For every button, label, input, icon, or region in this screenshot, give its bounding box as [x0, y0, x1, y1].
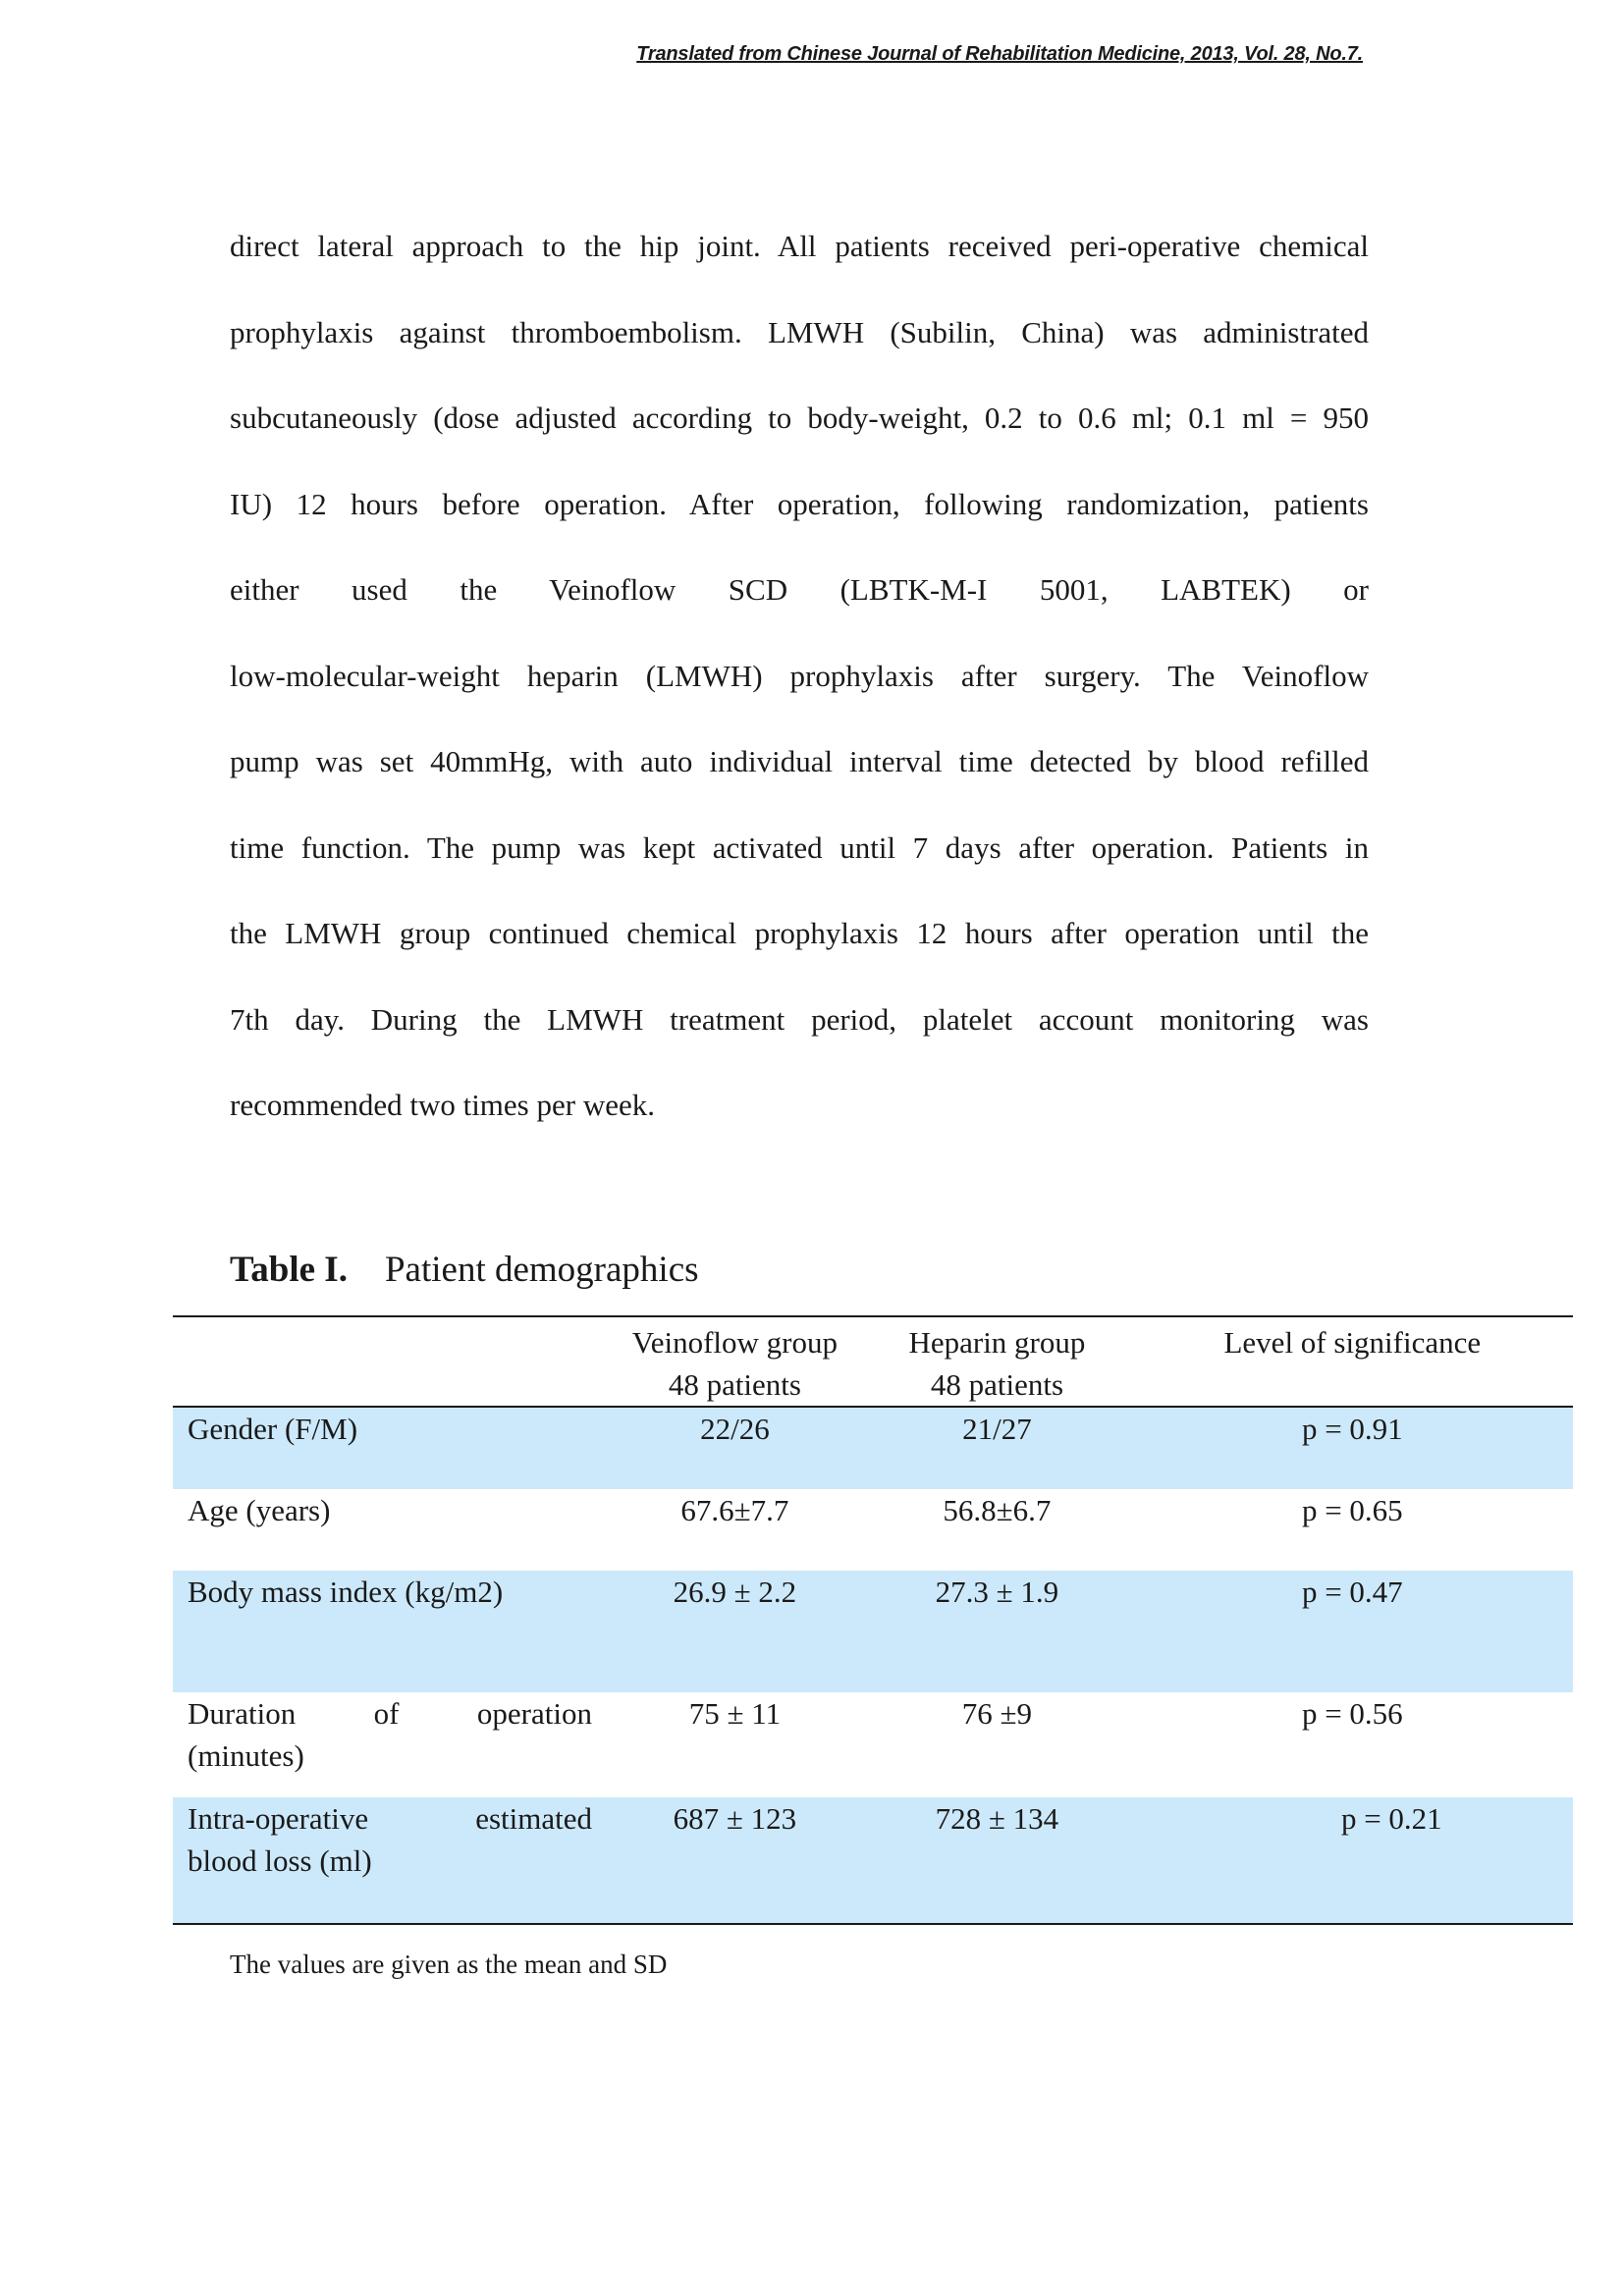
- table-caption: [230, 1249, 699, 1291]
- running-header: Translated from Chinese Journal of Rehabilitation Medicine, 2013, Vol. 28, No.7.: [636, 43, 1363, 65]
- veinoflow-value: 67.6±7.7: [680, 1493, 789, 1527]
- demographics-table: [173, 1315, 1573, 1925]
- veinoflow-value: 26.9 ± 2.2: [673, 1575, 797, 1609]
- body-line: pump was set 40mmHg, with auto individual interval time detected by blood refilled: [230, 744, 1369, 778]
- body-line: direct lateral approach to the hip joint. All patients received peri-operative chemical: [230, 229, 1369, 263]
- header-significance: Level of significance: [1223, 1325, 1482, 1360]
- body-line: low-molecular-weight heparin (LMWH) prophylaxis after surgery. The Veinoflow: [230, 658, 1369, 693]
- header-veinoflow-name: Veinoflow group: [631, 1325, 839, 1360]
- body-line: IU) 12 hours before operation. After operation, following randomization, patients: [230, 486, 1369, 521]
- header-heparin: [862, 1316, 1131, 1407]
- header-heparin-name: Heparin group: [908, 1325, 1086, 1360]
- p-value: p = 0.47: [1301, 1575, 1403, 1609]
- heparin-value: 56.8±6.7: [943, 1493, 1052, 1527]
- table-row: [173, 1571, 1573, 1692]
- row-label-line: Duration of operation: [188, 1696, 592, 1731]
- veinoflow-value: 75 ± 11: [688, 1696, 782, 1731]
- row-label: Gender (F/M): [188, 1412, 358, 1446]
- p-value: p = 0.56: [1301, 1696, 1403, 1731]
- body-line: time function. The pump was kept activated until 7 days after operation. Patients in: [230, 829, 1369, 865]
- heparin-value: 728 ± 134: [935, 1801, 1059, 1836]
- body-line: 7th day. During the LMWH treatment period, platelet account monitoring was: [230, 1001, 1369, 1037]
- header-veinoflow: [608, 1316, 863, 1407]
- p-value: p = 0.65: [1301, 1493, 1403, 1527]
- table-row: [173, 1407, 1573, 1489]
- table-row: [173, 1797, 1573, 1924]
- row-label: Body mass index (kg/m2): [188, 1575, 504, 1609]
- row-label: [173, 1797, 608, 1924]
- body-line: either used the Veinoflow SCD (LBTK-M-I 5001, LABTEK) or: [230, 572, 1369, 607]
- table-label: Table I.: [230, 1250, 348, 1290]
- table-header-row: [173, 1316, 1573, 1407]
- row-label-line: (minutes): [188, 1738, 304, 1773]
- table-title: Patient demographics: [384, 1250, 699, 1290]
- body-line: recommended two times per week.: [230, 1088, 655, 1122]
- table-row: [173, 1489, 1573, 1571]
- row-label: Age (years): [188, 1493, 331, 1527]
- p-value: p = 0.21: [1340, 1801, 1442, 1836]
- heparin-value: 27.3 ± 1.9: [935, 1575, 1059, 1609]
- row-label: [173, 1692, 608, 1797]
- veinoflow-value: 687 ± 123: [673, 1801, 797, 1836]
- body-line: subcutaneously (dose adjusted according to body-weight, 0.2 to 0.6 ml; 0.1 ml = 950: [230, 400, 1369, 435]
- body-paragraph: [230, 217, 1369, 1162]
- row-label-line: Intra-operative estimated: [188, 1801, 592, 1836]
- body-line: the LMWH group continued chemical prophylaxis 12 hours after operation until the: [230, 916, 1369, 950]
- table-footnote: The values are given as the mean and SD: [230, 1949, 668, 1979]
- veinoflow-value: 22/26: [700, 1412, 770, 1446]
- body-line: prophylaxis against thromboembolism. LMWH (Subilin, China) was administrated: [230, 314, 1369, 349]
- header-empty-cell: [173, 1316, 608, 1407]
- table-row: [173, 1692, 1573, 1797]
- p-value: p = 0.91: [1301, 1412, 1403, 1446]
- heparin-value: 21/27: [962, 1412, 1032, 1446]
- header-veinoflow-count: 48 patients: [668, 1367, 801, 1402]
- row-label-line: blood loss (ml): [188, 1843, 372, 1878]
- header-heparin-count: 48 patients: [930, 1367, 1064, 1402]
- heparin-value: 76 ±9: [961, 1696, 1033, 1731]
